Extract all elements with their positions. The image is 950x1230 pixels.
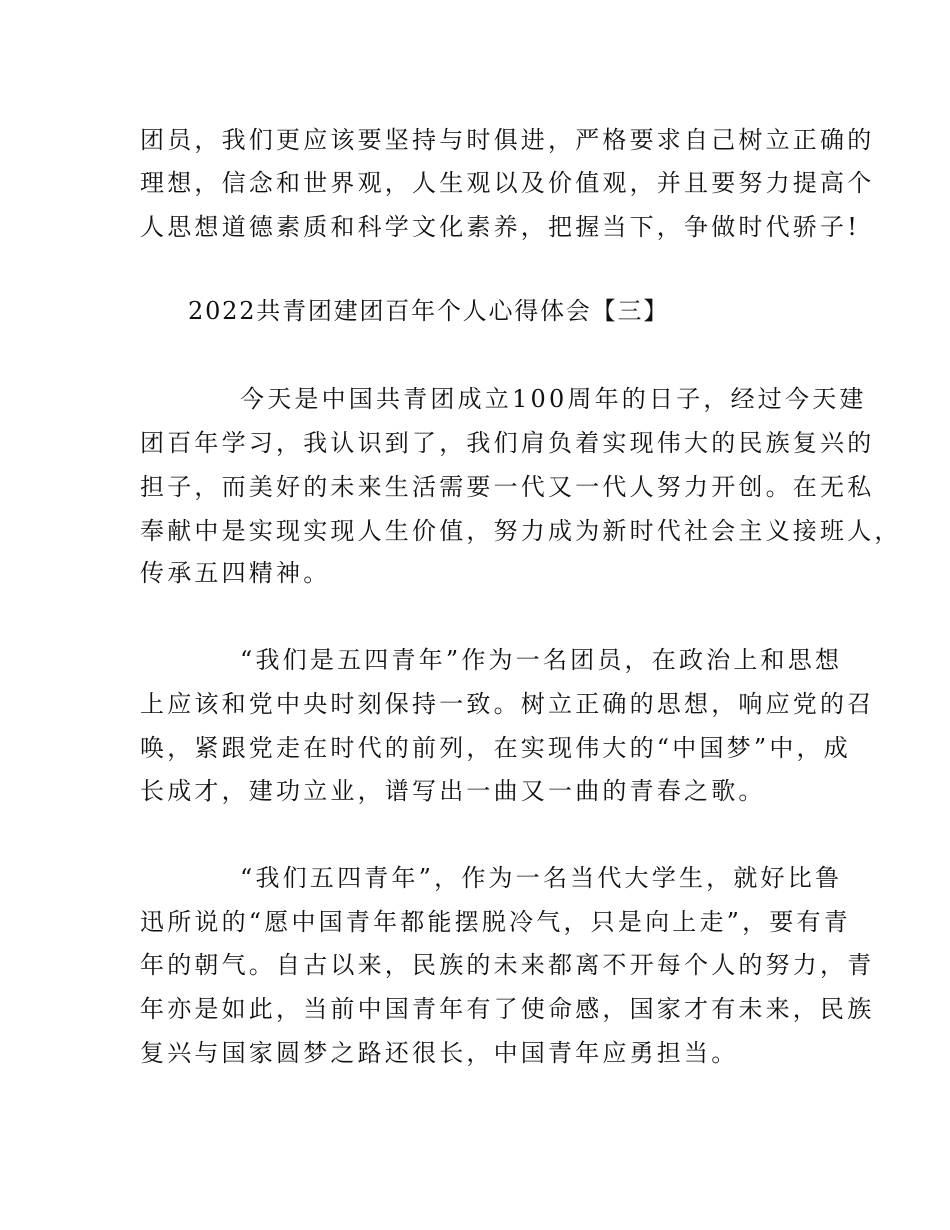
paragraph-line: “我们是五四青年”作为一名团员，在政治上和思想: [240, 646, 843, 674]
paragraph-line: 复兴与国家圆梦之路还很长，中国青年应勇担当。: [140, 1039, 739, 1067]
section-heading: 2022共青团建团百年个人心得体会【三】: [188, 297, 670, 325]
paragraph-line: 今天是中国共青团成立100周年的日子，经过今天建: [240, 385, 867, 413]
paragraph-line: 担子，而美好的未来生活需要一代又一代人努力开创。在无私: [140, 473, 875, 501]
paragraph-line: “我们五四青年”，作为一名当代大学生，就好比鲁: [240, 864, 843, 892]
paragraph-line: 团百年学习，我认识到了，我们肩负着实现伟大的民族复兴的: [140, 429, 875, 457]
paragraph-line: 上应该和党中央时刻保持一致。树立正确的思想，响应党的召: [140, 690, 875, 718]
paragraph-line: 团员，我们更应该要坚持与时俱进，严格要求自己树立正确的: [140, 126, 875, 154]
paragraph-line: 奉献中是实现实现人生价值，努力成为新时代社会主义接班人，: [140, 517, 902, 545]
paragraph-line: 年亦是如此，当前中国青年有了使命感，国家才有未来，民族: [140, 995, 875, 1023]
paragraph-line: 年的朝气。自古以来，民族的未来都离不开每个人的努力，青: [140, 951, 875, 979]
paragraph-line: 人思想道德素质和科学文化素养，把握当下，争做时代骄子!: [140, 213, 861, 241]
paragraph-line: 理想，信念和世界观，人生观以及价值观，并且要努力提高个: [140, 169, 875, 197]
paragraph-line: 迅所说的“愿中国青年都能摆脱冷气，只是向上走”，要有青: [140, 908, 851, 936]
paragraph-line: 唤，紧跟党走在时代的前列，在实现伟大的“中国梦”中，成: [140, 734, 851, 762]
paragraph-line: 传承五四精神。: [140, 559, 331, 587]
paragraph-line: 长成才，建功立业，谱写出一曲又一曲的青春之歌。: [140, 777, 766, 805]
